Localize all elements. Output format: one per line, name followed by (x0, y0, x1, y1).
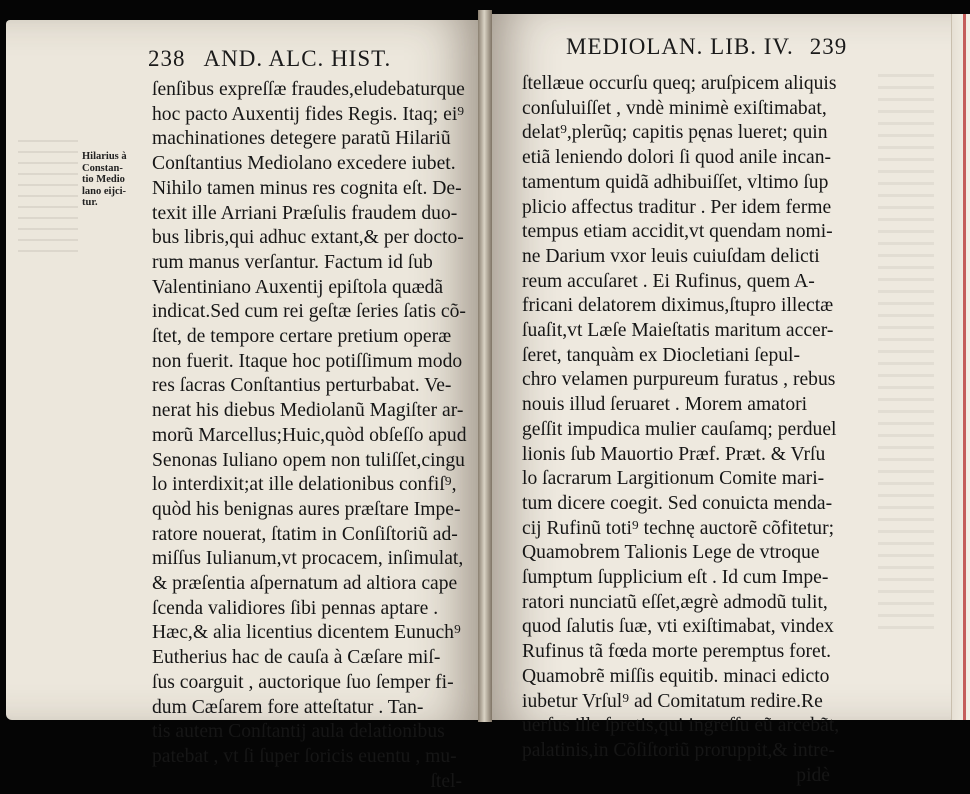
left-page (6, 20, 484, 792)
right-running-head (566, 34, 847, 60)
catchword: pidè (796, 764, 830, 786)
margin-note-line: Hilarius à (82, 151, 127, 162)
text-line: plicio affectus traditur . Per idem ferme (522, 196, 832, 218)
left-running-title: AND. ALC. HIST. (203, 46, 392, 71)
text-line: non fuerit. Itaque hoc potiſſimum modo (152, 350, 463, 372)
right-running-title: MEDIOLAN. LIB. IV. (566, 34, 794, 59)
margin-note-line: tio Medio (82, 174, 125, 185)
text-line: ratore nouerat, ſtatim in Conſiſtoriũ ad- (152, 523, 458, 545)
text-line: quòd his benignas aures præſtare Impe- (152, 498, 461, 520)
text-line: dum Cæſarem fore atteſtatur . Tan- (152, 696, 424, 718)
text-line: reum accuſaret . Ei Rufinus, quem A- (522, 270, 815, 292)
margin-note-line: tur. (82, 197, 98, 208)
margin-note (82, 151, 154, 209)
left-page-text (152, 78, 467, 794)
text-line: fricani delatorem diximus,ſtupro illectæ (522, 295, 834, 317)
text-line: tum dicere coegit. Sed conuicta menda- (522, 492, 833, 514)
text-line: ſtet, de tempore certare pretium operæ (152, 326, 452, 348)
book-gutter (478, 10, 492, 722)
text-line: iubetur Vrſul⁹ ad Comitatum redire.Re (522, 690, 823, 712)
text-line: bus libris,qui adhuc extant,& per docto- (152, 227, 464, 249)
text-line: lo interdixit;at ille delationibus confiſ⁹, (152, 474, 457, 496)
text-line: hoc pacto Auxentij fides Regis. Itaq; ei⁹ (152, 103, 465, 125)
margin-note-line: Constan- (82, 162, 123, 174)
text-line: ſus coarguit , auctorique ſuo ſemper fi- (152, 671, 454, 693)
right-page-text (522, 72, 840, 788)
text-line: miſſus Iulianum,vt procacem, inſimulat, (152, 548, 464, 570)
text-line: Quamobrẽ miſſis equitib. minaci edicto (522, 665, 830, 687)
text-line: Quamobrem Talionis Lege de vtroque (522, 542, 820, 564)
show-through-texture (18, 140, 78, 260)
text-line: Hæc,& alia licentius dicentem Eunuch⁹ (152, 622, 461, 644)
text-line: lionis ſub Mauortio Præf. Præt. & Vrſu (522, 443, 826, 465)
margin-note-line: lano eijci- (82, 185, 127, 197)
catchword: ſtel- (430, 770, 462, 792)
text-line: chro velamen purpureum furatus , rebus (522, 369, 836, 391)
text-line: ſtellæue occurſu queq; aruſpicem aliquis (522, 73, 837, 94)
right-page-number: 239 (809, 34, 848, 59)
text-line: conſuluiſſet , vndè minimè exiſtimabat, (522, 97, 827, 119)
text-line: machinationes detegere paratũ Hilariũ (152, 128, 451, 150)
text-line: nerat his diebus Mediolanũ Magiſter ar- (152, 400, 464, 422)
red-edge-line (963, 14, 966, 720)
text-line: Senonas Iuliano opem non tuliſſet,cingu (152, 449, 465, 471)
text-line: tempus etiam accidit,vt quendam nomi- (522, 221, 833, 243)
text-line: cij Rufinũ toti⁹ technę auctorẽ cõfitetur; (522, 517, 835, 539)
left-page-number: 238 (148, 46, 186, 71)
text-line: ne Darium vxor leuis cuiuſdam delicti (522, 245, 820, 267)
text-line: ſenſibus expreſſæ fraudes,eludebaturque (152, 79, 465, 100)
text-line: ſumptum ſupplicium eſt . Id cum Impe- (522, 567, 829, 589)
text-line: etiã leniendo dolori ſi quod anile incan- (522, 147, 832, 169)
text-line: palatinis,in Cõſiſtoriũ proruppit,& intre- (522, 739, 835, 761)
text-line: Eutherius hac de cauſa à Cæſare miſ- (152, 647, 441, 669)
text-line: ſeret, tanquàm ex Diocletiani ſepul- (522, 344, 801, 366)
text-line: Valentiniano Auxentij epiſtola quædã (152, 276, 444, 298)
text-line: res ſacras Conſtantius perturbabat. Ve- (152, 375, 452, 397)
show-through-texture (878, 74, 934, 634)
text-line: ſcenda validiores ſibi pennas aptare . (152, 597, 439, 619)
text-line: lo ſacrarum Largitionum Comite mari- (522, 468, 825, 490)
text-line: geſſit impudica mulier cauſamq; perduel (522, 418, 837, 440)
text-line: ſuaſit,vt Læſe Maieſtatis maritum accer- (522, 320, 834, 342)
text-line: indicat.Sed cum rei geſtæ ſeries ſatis cõ- (152, 301, 466, 323)
text-line: Conſtantius Mediolano excedere iubet. (152, 153, 456, 175)
text-line: morũ Marcellus;Huic,quòd obſeſſo apud (152, 424, 467, 446)
text-line: ratori nunciatũ eſſet,ægrè admodũ tulit, (522, 591, 828, 613)
text-line: & præſentia aſpernatum ad altiora cape (152, 573, 458, 595)
text-line: nouis illud ſeruaret . Morem amatori (522, 394, 808, 416)
text-line: texit ille Arriani Præſulis fraudem duo- (152, 202, 458, 224)
text-line: patebat , vt ſi ſuper ſoricis euentu , mu- (152, 745, 457, 767)
text-line: tis autem Conſtantij aula delationibus (152, 721, 445, 743)
left-running-head (148, 46, 391, 72)
text-line: Nihilo tamen minus res cognita eſt. De- (152, 177, 462, 199)
text-line: Rufinus tã fœda morte peremptus foret. (522, 641, 832, 663)
text-line: tamentum quidã adhibuiſſet, vltimo ſup (522, 171, 829, 193)
right-page (486, 14, 956, 786)
text-line: quod ſalutis ſuæ, vti exiſtimabat, vindex (522, 616, 834, 638)
text-line: rum manus verſantur. Factum id ſub (152, 251, 433, 273)
text-line: uerſus ille ſpretis,qui ingreſſu eũ arcebãt, (522, 715, 840, 737)
text-line: delat⁹,plerũq; capitis pęnas lueret; quin (522, 122, 828, 144)
page-edge (951, 14, 970, 720)
